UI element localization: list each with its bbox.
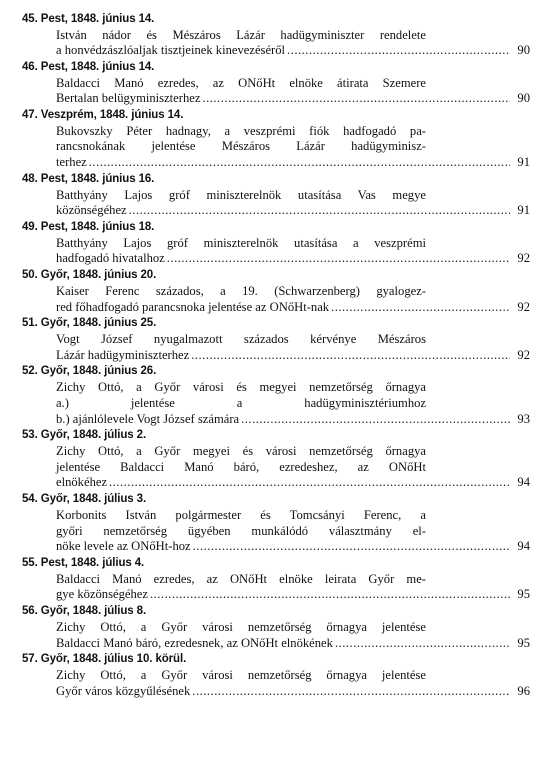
description-last-line	[56, 91, 530, 107]
entry-description	[56, 27, 530, 60]
description-line: Zichy Ottó, a Győr megyei és városi nemzetőrség őrnagya	[56, 443, 426, 458]
page-number: 96	[517, 683, 530, 698]
description-line: Zichy Ottó, a Győr városi és megyei nemzetőrség őrnagya	[56, 379, 426, 394]
description-last-line	[56, 539, 530, 555]
entry-heading: 55. Pest, 1848. július 4.	[22, 557, 145, 570]
toc-entry	[22, 268, 530, 315]
entry-heading: 54. Győr, 1848. július 3.	[22, 493, 147, 506]
page-number: 90	[517, 43, 530, 58]
description-line: Batthyány Lajos gróf miniszterelnök utasítása Vas megye	[56, 187, 426, 202]
dot-leader	[191, 348, 510, 364]
description-line: Lázár hadügyminiszterhez	[56, 347, 190, 362]
entry-heading: 50. Győr, 1848. június 20.	[22, 269, 157, 282]
dot-leader	[335, 636, 510, 652]
description-last-line	[56, 251, 530, 267]
entry-description	[56, 571, 530, 604]
entry-heading: 48. Pest, 1848. június 16.	[22, 173, 155, 186]
description-last-line	[56, 684, 530, 700]
entry-description	[56, 619, 530, 652]
description-line: red főhadfogadó parancsnoka jelentése az ONőHt-nak	[56, 299, 330, 314]
description-line: Kaiser Ferenc százados, a 19. (Schwarzenberg) gyalogez-	[56, 283, 426, 298]
description-last-line	[56, 155, 530, 171]
toc-entry	[22, 12, 530, 59]
description-line: Zichy Ottó, a Győr városi nemzetőrség őrnagya jelentése	[56, 619, 426, 634]
toc-entry	[22, 556, 530, 603]
page-number: 92	[517, 299, 530, 314]
description-line: István nádor és Mészáros Lázár hadügyminiszter rendelete	[56, 27, 426, 42]
page-number: 90	[517, 91, 530, 106]
description-line: Baldacci Manó báró, ezredesnek, az ONőHt elnökének	[56, 635, 333, 650]
dot-leader	[150, 587, 510, 603]
entry-description	[56, 235, 530, 268]
description-last-line	[56, 412, 530, 428]
toc-entry	[22, 220, 530, 267]
toc-entry	[22, 604, 530, 651]
description-line: Korbonits István polgármester és Tomcsányi Ferenc, a	[56, 507, 426, 522]
toc-entry	[22, 316, 530, 363]
entry-description	[56, 379, 530, 427]
description-line: Bukovszky Péter hadnagy, a veszprémi fiók hadfogadó pa-	[56, 123, 426, 138]
description-line: hadfogadó hivatalhoz	[56, 251, 165, 266]
entry-description	[56, 443, 530, 491]
description-line: közönségéhez	[56, 203, 127, 218]
dot-leader	[241, 412, 510, 428]
page-number: 95	[517, 587, 530, 602]
description-line: győri nemzetőrség ügyében munkálódó választmány el-	[56, 523, 426, 538]
description-last-line	[56, 348, 530, 364]
description-line: a.) jelentése a hadügyminisztériumhoz	[56, 395, 426, 410]
entry-description	[56, 283, 530, 316]
entry-description	[56, 331, 530, 364]
page-number: 93	[517, 411, 530, 426]
entry-heading: 47. Veszprém, 1848. június 14.	[22, 109, 184, 122]
page-number: 95	[517, 635, 530, 650]
description-last-line	[56, 43, 530, 59]
description-last-line	[56, 203, 530, 219]
entry-heading: 56. Győr, 1848. július 8.	[22, 605, 147, 618]
toc-entry	[22, 428, 530, 491]
description-line: gye közönségéhez	[56, 587, 148, 602]
description-line: Baldacci Manó ezredes, az ONőHt elnöke leirata Győr me-	[56, 571, 426, 586]
dot-leader	[89, 155, 510, 171]
dot-leader	[109, 475, 510, 491]
dot-leader	[129, 203, 510, 219]
description-last-line	[56, 475, 530, 491]
dot-leader	[167, 251, 510, 267]
toc-entry	[22, 108, 530, 171]
entry-heading: 53. Győr, 1848. július 2.	[22, 429, 147, 442]
dot-leader	[331, 300, 510, 316]
entry-description	[56, 75, 530, 108]
description-last-line	[56, 587, 530, 603]
toc-entry	[22, 492, 530, 555]
description-last-line	[56, 300, 530, 316]
entry-description	[56, 667, 530, 700]
dot-leader	[287, 43, 510, 59]
entry-heading: 51. Győr, 1848. június 25.	[22, 317, 157, 330]
description-line: Baldacci Manó ezredes, az ONőHt elnöke átirata Szemere	[56, 75, 426, 90]
description-line: b.) ajánlólevele Vogt József számára	[56, 411, 240, 426]
toc-entry	[22, 652, 530, 699]
page-number: 92	[517, 251, 530, 266]
description-line: a honvédzászlóaljak tisztjeinek kinevezéséről	[56, 43, 286, 58]
toc-entry	[22, 60, 530, 107]
entry-description	[56, 507, 530, 555]
description-line: terhez	[56, 155, 87, 170]
description-line: elnökéhez	[56, 475, 108, 490]
toc-entry	[22, 364, 530, 427]
page-number: 92	[517, 347, 530, 362]
entry-heading: 45. Pest, 1848. június 14.	[22, 13, 155, 25]
entry-heading: 52. Győr, 1848. június 26.	[22, 365, 157, 378]
description-line: Zichy Ottó, a Győr városi nemzetőrség őrnagya jelentése	[56, 667, 426, 682]
dot-leader	[202, 91, 510, 107]
entry-description	[56, 123, 530, 171]
table-of-contents	[22, 12, 530, 699]
entry-description	[56, 187, 530, 220]
description-line: rancsnokának jelentése Mészáros Lázár hadügyminisz-	[56, 139, 426, 154]
entry-heading: 49. Pest, 1848. június 18.	[22, 221, 155, 234]
description-line: Batthyány Lajos gróf miniszterelnök utasítása a veszprémi	[56, 235, 426, 250]
entry-heading: 57. Győr, 1848. július 10. körül.	[22, 653, 187, 666]
description-line: Vogt József nyugalmazott százados kérvénye Mészáros	[56, 331, 426, 346]
page-number: 91	[517, 203, 530, 218]
dot-leader	[192, 684, 510, 700]
dot-leader	[193, 539, 510, 555]
description-line: Bertalan belügyminiszterhez	[56, 91, 201, 106]
toc-entry	[22, 172, 530, 219]
entry-heading: 46. Pest, 1848. június 14.	[22, 61, 155, 74]
description-last-line	[56, 636, 530, 652]
page-number: 91	[517, 155, 530, 170]
description-line: nöke levele az ONőHt-hoz	[56, 539, 191, 554]
page-number: 94	[517, 475, 530, 490]
page-number: 94	[517, 539, 530, 554]
description-line: jelentése Baldacci Manó báró, ezredeshez, az ONőHt	[56, 459, 426, 474]
description-line: Győr város közgyűlésének	[56, 683, 191, 698]
